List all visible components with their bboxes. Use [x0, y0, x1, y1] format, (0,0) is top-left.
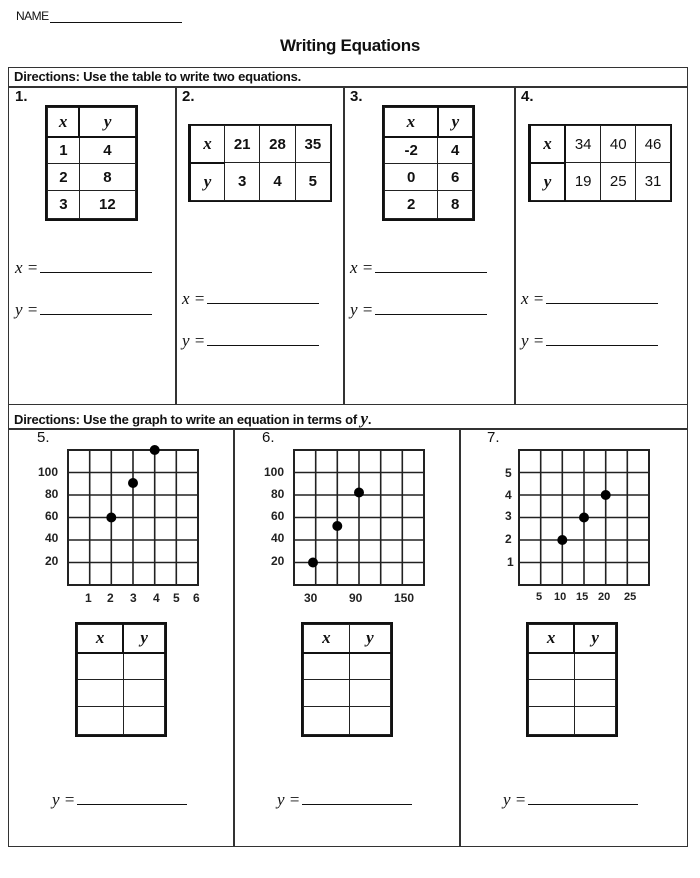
y-tick: 40 [45, 531, 59, 545]
divider [343, 86, 345, 404]
header-x: x [385, 108, 438, 137]
name-blank[interactable] [50, 10, 182, 23]
y-tick: 80 [45, 487, 59, 501]
answer-blank[interactable] [77, 790, 187, 805]
header-x: x [529, 625, 575, 653]
table-cell: 4 [438, 137, 473, 164]
blank-cell[interactable] [574, 653, 615, 680]
divider [8, 86, 688, 88]
x-tick: 5 [536, 591, 543, 603]
answer-blank[interactable] [207, 289, 319, 304]
blank-cell[interactable] [349, 680, 390, 707]
table-cell: -2 [385, 137, 438, 164]
blank-cell[interactable] [574, 680, 615, 707]
table-cell: 3 [48, 191, 80, 219]
table-cell: 12 [79, 191, 135, 219]
problem-number: 1. [15, 88, 28, 105]
table-cell: 28 [260, 126, 295, 163]
table-cell: 2 [385, 191, 438, 219]
xy-table [384, 107, 473, 219]
answer-x[interactable]: x = [182, 289, 319, 309]
table-cell: 3 [225, 163, 260, 201]
divider [514, 86, 516, 404]
blank-xy-table [528, 624, 616, 735]
table-cell: 34 [565, 126, 601, 163]
blank-cell[interactable] [78, 707, 124, 735]
header-y: y [530, 163, 565, 201]
table-cell: 8 [438, 191, 473, 219]
answer-x[interactable]: x = [521, 289, 658, 309]
y-tick: 80 [271, 487, 285, 501]
blank-cell[interactable] [123, 680, 164, 707]
x-tick: 10 [554, 591, 567, 603]
answer-y[interactable]: y = [277, 790, 412, 810]
header-x: x [78, 625, 124, 653]
answer-blank[interactable] [207, 331, 319, 346]
answer-blank[interactable] [528, 790, 638, 805]
blank-cell[interactable] [123, 653, 164, 680]
problem-number: 5. [37, 429, 50, 446]
x-tick: 150 [394, 591, 415, 605]
x-tick: 25 [624, 591, 637, 603]
answer-blank[interactable] [546, 289, 658, 304]
blank-cell[interactable] [529, 653, 575, 680]
blank-cell[interactable] [123, 707, 164, 735]
answer-x[interactable]: x = [350, 258, 487, 278]
table-cell: 40 [601, 126, 636, 163]
table-cell: 31 [636, 163, 671, 201]
table-cell: 5 [295, 163, 330, 201]
divider [459, 428, 461, 846]
header-y: y [349, 625, 390, 653]
table-cell: 1 [48, 137, 80, 164]
table-cell: 35 [295, 126, 330, 163]
problem-number: 6. [262, 429, 275, 446]
page-title: Writing Equations [279, 36, 421, 55]
problem-number: 4. [521, 88, 534, 105]
table-cell: 4 [79, 137, 135, 164]
header-x: x [304, 625, 350, 653]
table-cell: 0 [385, 164, 438, 191]
name-field[interactable] [16, 9, 182, 23]
y-tick: 40 [271, 531, 285, 545]
answer-y[interactable]: y = [350, 300, 487, 320]
y-tick: 2 [505, 532, 512, 546]
answer-y[interactable]: y = [52, 790, 187, 810]
xy-table [529, 125, 671, 201]
y-tick: 20 [271, 554, 285, 568]
y-tick: 60 [45, 509, 59, 523]
blank-cell[interactable] [304, 680, 350, 707]
x-tick: 30 [304, 591, 318, 605]
table-cell: 21 [225, 126, 260, 163]
blank-cell[interactable] [304, 653, 350, 680]
header-y: y [79, 108, 135, 137]
xy-table [47, 107, 136, 219]
answer-y[interactable]: y = [521, 331, 658, 351]
answer-blank[interactable] [40, 300, 152, 315]
table-cell: 25 [601, 163, 636, 201]
x-tick: 5 [173, 591, 180, 605]
x-tick: 3 [130, 591, 137, 605]
x-tick: 4 [153, 591, 160, 605]
blank-cell[interactable] [304, 707, 350, 735]
header-y: y [574, 625, 615, 653]
problem-number: 2. [182, 88, 195, 105]
blank-cell[interactable] [574, 707, 615, 735]
blank-cell[interactable] [78, 653, 124, 680]
blank-cell[interactable] [529, 680, 575, 707]
x-tick: 6 [193, 591, 200, 605]
x-tick: 15 [576, 591, 589, 603]
divider [233, 428, 235, 846]
table-cell: 6 [438, 164, 473, 191]
blank-xy-table [77, 624, 165, 735]
graph-7 [490, 440, 660, 610]
answer-x[interactable]: x = [15, 258, 152, 278]
y-tick: 100 [264, 465, 285, 479]
xy-table [189, 125, 331, 201]
x-tick: 2 [107, 591, 114, 605]
header-y: y [123, 625, 164, 653]
blank-cell[interactable] [78, 680, 124, 707]
name-label: NAME [16, 9, 49, 23]
answer-y[interactable]: y = [15, 300, 152, 320]
problem-number: 3. [350, 88, 363, 105]
table-cell: 8 [79, 164, 135, 191]
header-y: y [438, 108, 473, 137]
directions-graphs: Directions: Use the graph to write an equation in terms of y. [14, 409, 372, 428]
problem-number: 7. [487, 429, 500, 446]
header-x: x [190, 126, 225, 163]
answer-y[interactable]: y = [503, 790, 638, 810]
divider [175, 86, 177, 404]
header-x: x [48, 108, 80, 137]
answer-blank[interactable] [546, 331, 658, 346]
answer-blank[interactable] [375, 300, 487, 315]
blank-xy-table [303, 624, 391, 735]
answer-blank[interactable] [40, 258, 152, 273]
y-tick: 5 [505, 466, 512, 480]
x-tick: 1 [85, 591, 92, 605]
x-tick: 90 [349, 591, 363, 605]
y-tick: 100 [38, 465, 59, 479]
y-tick: 20 [45, 554, 59, 568]
blank-cell[interactable] [349, 707, 390, 735]
blank-cell[interactable] [349, 653, 390, 680]
y-tick: 4 [505, 488, 512, 502]
table-cell: 2 [48, 164, 80, 191]
answer-y[interactable]: y = [182, 331, 319, 351]
table-cell: 4 [260, 163, 295, 201]
y-tick: 60 [271, 509, 285, 523]
header-x: x [530, 126, 565, 163]
blank-cell[interactable] [529, 707, 575, 735]
directions-tables: Directions: Use the table to write two equations. [14, 69, 302, 84]
header-y: y [190, 163, 225, 201]
graph-6 [262, 440, 432, 610]
y-tick: 1 [507, 555, 514, 569]
answer-blank[interactable] [302, 790, 412, 805]
divider [8, 428, 688, 430]
x-tick: 20 [598, 591, 611, 603]
table-cell: 19 [565, 163, 601, 201]
y-tick: 3 [505, 509, 512, 523]
answer-blank[interactable] [375, 258, 487, 273]
table-cell: 46 [636, 126, 671, 163]
